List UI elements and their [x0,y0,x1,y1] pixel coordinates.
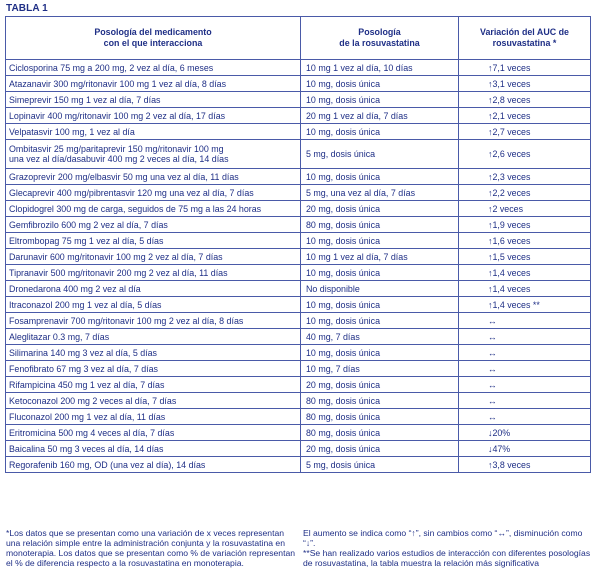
cell-interacting-drug: Dronedarona 400 mg 2 vez al día [6,281,301,297]
cell-interacting-drug: Lopinavir 400 mg/ritonavir 100 mg 2 vez al día, 17 días [6,108,301,124]
table-row [6,361,591,377]
cell-interacting-drug: Simeprevir 150 mg 1 vez al día, 7 días [6,92,301,108]
cell-interacting-drug: Atazanavir 300 mg/ritonavir 100 mg 1 vez al día, 8 días [6,76,301,92]
table-row [6,329,591,345]
table-title: TABLA 1 [6,3,48,14]
cell-interacting-drug: Fosamprenavir 700 mg/ritonavir 100 mg 2 vez al día, 8 días [6,313,301,329]
cell-auc-change: ↑1,4 veces [459,281,591,297]
table-row [6,169,591,185]
cell-auc-change: ↑1,5 veces [459,249,591,265]
footnote-left-text: *Los datos que se presentan como una variación de x veces representan una relación simple entre la administración conjunta y la rosuvastatina en monoterapia. Los datos que se presentan como % de variación representan el % de diferencia respecto a la rosuvastatina en monoterapia. [6,528,296,568]
cell-auc-change: ↑1,4 veces ** [459,297,591,313]
cell-auc-change: ↑2,8 veces [459,92,591,108]
table-row [6,233,591,249]
cell-interacting-drug: Eritromicina 500 mg 4 veces al día, 7 días [6,425,301,441]
header-interacting-drug: Posología del medicamento con el que interacciona [6,17,301,60]
footnote-left [6,528,296,568]
cell-auc-change: ↓47% [459,441,591,457]
table-row [6,124,591,140]
cell-auc-change: ↔ [459,409,591,425]
cell-auc-change: ↑1,4 veces [459,265,591,281]
cell-rosuvastatin-dose: 80 mg, dosis única [301,393,459,409]
cell-interacting-drug: Ombitasvir 25 mg/paritaprevir 150 mg/ritonavir 100 mg una vez al día/dasabuvir 400 mg 2 veces al día, 14 días [6,140,301,169]
cell-rosuvastatin-dose: 10 mg, dosis única [301,313,459,329]
cell-auc-change: ↑7,1 veces [459,60,591,76]
cell-interacting-drug: Fenofibrato 67 mg 3 vez al día, 7 días [6,361,301,377]
cell-interacting-drug: Fluconazol 200 mg 1 vez al día, 11 días [6,409,301,425]
cell-auc-change: ↔ [459,377,591,393]
table-header-row [6,17,591,60]
cell-auc-change: ↑2,6 veces [459,140,591,169]
table-row [6,441,591,457]
cell-auc-change: ↑2,3 veces [459,169,591,185]
table-body [6,60,591,473]
cell-interacting-drug: Darunavir 600 mg/ritonavir 100 mg 2 vez al día, 7 días [6,249,301,265]
cell-auc-change: ↑1,9 veces [459,217,591,233]
cell-rosuvastatin-dose: 10 mg, 7 días [301,361,459,377]
table-row [6,92,591,108]
table-row [6,457,591,473]
cell-interacting-drug: Gemfibrozilo 600 mg 2 vez al día, 7 días [6,217,301,233]
cell-rosuvastatin-dose: 40 mg, 7 días [301,329,459,345]
header-auc-change: Variación del AUC de rosuvastatina * [459,17,591,60]
table-row [6,393,591,409]
cell-rosuvastatin-dose: 10 mg, dosis única [301,233,459,249]
table-row [6,249,591,265]
table-row [6,201,591,217]
cell-interacting-drug: Ketoconazol 200 mg 2 veces al día, 7 días [6,393,301,409]
cell-rosuvastatin-dose: 10 mg 1 vez al día, 10 días [301,60,459,76]
cell-auc-change: ↔ [459,361,591,377]
cell-interacting-drug: Regorafenib 160 mg, OD (una vez al día), 14 días [6,457,301,473]
cell-interacting-drug: Velpatasvir 100 mg, 1 vez al día [6,124,301,140]
table-row [6,425,591,441]
table-row [6,185,591,201]
cell-interacting-drug: Tipranavir 500 mg/ritonavir 200 mg 2 vez al día, 11 días [6,265,301,281]
table-row [6,281,591,297]
cell-rosuvastatin-dose: 20 mg, dosis única [301,441,459,457]
cell-rosuvastatin-dose: 10 mg, dosis única [301,265,459,281]
table-row [6,140,591,169]
cell-rosuvastatin-dose: 10 mg, dosis única [301,76,459,92]
cell-interacting-drug: Baicalina 50 mg 3 veces al día, 14 días [6,441,301,457]
cell-interacting-drug: Glecaprevir 400 mg/pibrentasvir 120 mg una vez al día, 7 días [6,185,301,201]
cell-rosuvastatin-dose: 20 mg, dosis única [301,377,459,393]
cell-rosuvastatin-dose: 80 mg, dosis única [301,409,459,425]
footnote-double-asterisk: **Se han realizado varios estudios de interacción con diferentes posologías de rosuvastatina, la tabla muestra la relación más significativa [303,548,591,568]
cell-auc-change: ↔ [459,393,591,409]
cell-rosuvastatin-dose: 20 mg, dosis única [301,201,459,217]
table-row [6,108,591,124]
table-row [6,60,591,76]
footnote-arrows-legend: El aumento se indica como “↑”, sin cambios como “↔”, disminución como “↓”. [303,528,583,548]
table-row [6,409,591,425]
cell-auc-change: ↑1,6 veces [459,233,591,249]
footnote-right [303,528,591,568]
cell-interacting-drug: Silimarina 140 mg 3 vez al día, 5 días [6,345,301,361]
cell-interacting-drug: Grazoprevir 200 mg/elbasvir 50 mg una vez al día, 11 días [6,169,301,185]
cell-auc-change: ↔ [459,345,591,361]
cell-auc-change: ↑2,2 veces [459,185,591,201]
interaction-table [5,16,591,473]
cell-interacting-drug: Clopidogrel 300 mg de carga, seguidos de 75 mg a las 24 horas [6,201,301,217]
cell-rosuvastatin-dose: 5 mg, dosis única [301,457,459,473]
cell-rosuvastatin-dose: 5 mg, dosis única [301,140,459,169]
cell-auc-change: ↔ [459,329,591,345]
table-row [6,313,591,329]
table-row [6,265,591,281]
cell-interacting-drug: Rifampicina 450 mg 1 vez al día, 7 días [6,377,301,393]
cell-auc-change: ↑2 veces [459,201,591,217]
cell-interacting-drug: Ciclosporina 75 mg a 200 mg, 2 vez al día, 6 meses [6,60,301,76]
cell-rosuvastatin-dose: 10 mg, dosis única [301,169,459,185]
cell-rosuvastatin-dose: 20 mg 1 vez al día, 7 días [301,108,459,124]
header-rosuvastatin-dose: Posología de la rosuvastatina [301,17,459,60]
cell-auc-change: ↑3,1 veces [459,76,591,92]
cell-auc-change: ↑2,7 veces [459,124,591,140]
cell-rosuvastatin-dose: 10 mg 1 vez al día, 7 días [301,249,459,265]
table-row [6,345,591,361]
table-row [6,297,591,313]
cell-rosuvastatin-dose: 10 mg, dosis única [301,345,459,361]
cell-auc-change: ↑3,8 veces [459,457,591,473]
cell-rosuvastatin-dose: 80 mg, dosis única [301,217,459,233]
cell-rosuvastatin-dose: 80 mg, dosis única [301,425,459,441]
cell-rosuvastatin-dose: 10 mg, dosis única [301,124,459,140]
cell-interacting-drug: Itraconazol 200 mg 1 vez al día, 5 días [6,297,301,313]
table-row [6,76,591,92]
cell-rosuvastatin-dose: 10 mg, dosis única [301,92,459,108]
cell-auc-change: ↔ [459,313,591,329]
cell-rosuvastatin-dose: 10 mg, dosis única [301,297,459,313]
table-row [6,217,591,233]
cell-auc-change: ↓20% [459,425,591,441]
cell-rosuvastatin-dose: 5 mg, una vez al día, 7 días [301,185,459,201]
cell-rosuvastatin-dose: No disponible [301,281,459,297]
cell-interacting-drug: Aleglitazar 0.3 mg, 7 días [6,329,301,345]
cell-interacting-drug: Eltrombopag 75 mg 1 vez al día, 5 días [6,233,301,249]
cell-auc-change: ↑2,1 veces [459,108,591,124]
table-row [6,377,591,393]
